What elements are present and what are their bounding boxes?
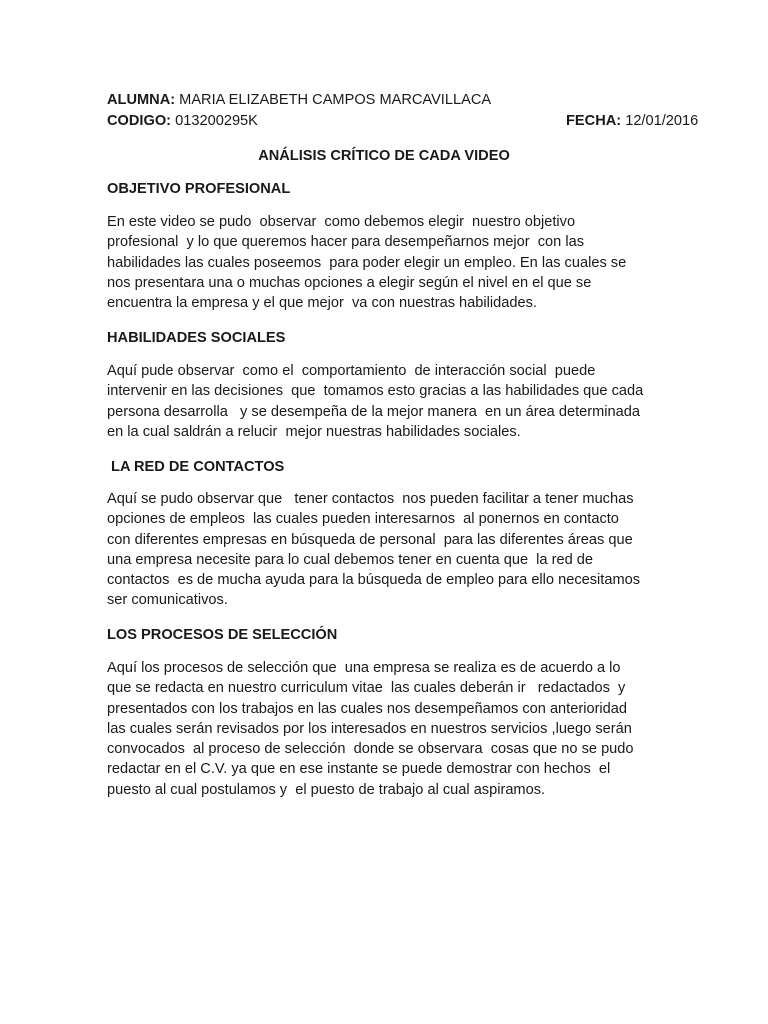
paragraph-line: contactos es de mucha ayuda para la búsqueda de empleo para ello necesitamos	[107, 572, 641, 588]
document-title: ANÁLISIS CRÍTICO DE CADA VIDEO	[258, 148, 510, 164]
paragraph-line: opciones de empleos las cuales pueden interesarnos al ponernos en contacto	[107, 511, 619, 528]
paragraph-line: convocados al proceso de selección donde se observara cosas que no se pudo	[107, 741, 634, 757]
paragraph-line: nos presentara una o muchas opciones a elegir según el nivel en el que se	[107, 274, 592, 291]
paragraph-line: que se redacta en nuestro curriculum vitae las cuales deberán ir redactados y	[107, 680, 626, 697]
paragraph-line: Aquí pude observar como el comportamiento de interacción social puede	[107, 363, 596, 379]
paragraph-line: persona desarrolla y se desempeña de la mejor manera en un área determinada	[107, 403, 640, 420]
section-heading-objetivo: OBJETIVO PROFESIONAL	[107, 181, 291, 197]
paragraph-line: profesional y lo que queremos hacer para desempeñarnos mejor con las	[107, 234, 584, 251]
section-paragraph-procesos	[107, 658, 634, 800]
codigo-value: 013200295K	[175, 113, 258, 129]
paragraph-line: redactar en el C.V. ya que en ese instante se puede demostrar con hechos el	[107, 761, 611, 778]
paragraph-line: habilidades las cuales poseemos para poder elegir un empleo. En las cuales se	[107, 254, 627, 271]
codigo-fecha-line	[107, 111, 699, 131]
paragraph-line: con diferentes empresas en búsqueda de personal para las diferentes áreas que	[107, 531, 633, 548]
alumna-value: MARIA ELIZABETH CAMPOS MARCAVILLACA	[179, 92, 492, 108]
paragraph-line: Aquí los procesos de selección que una empresa se realiza es de acuerdo a lo	[107, 660, 621, 676]
paragraph-line: En este video se pudo observar como debemos elegir nuestro objetivo	[107, 214, 576, 230]
section-paragraph-objetivo	[107, 212, 626, 313]
paragraph-line: una empresa necesite para lo cual debemos tener en cuenta que la red de	[107, 551, 593, 568]
paragraph-line: las cuales serán revisados por los interesados en nuestros servicios ,luego serán	[107, 720, 632, 737]
alumna-label: ALUMNA:	[107, 92, 176, 108]
paragraph-line: ser comunicativos.	[107, 592, 228, 609]
paragraph-line: intervenir en las decisiones que tomamos esto gracias a las habilidades que cada	[107, 383, 644, 400]
section-heading-habilidades: HABILIDADES SOCIALES	[107, 330, 286, 346]
paragraph-line: encuentra la empresa y el que mejor va con nuestras habilidades.	[107, 295, 537, 311]
fecha-label: FECHA:	[566, 113, 622, 129]
paragraph-line: puesto al cual postulamos y el puesto de trabajo al cual aspiramos.	[107, 781, 546, 798]
alumna-line	[107, 90, 491, 110]
section-heading-red-contactos: LA RED DE CONTACTOS	[107, 459, 285, 475]
fecha-value: 12/01/2016	[625, 113, 699, 129]
fecha-group	[566, 111, 698, 131]
codigo-label: CODIGO:	[107, 113, 172, 129]
section-paragraph-red-contactos	[107, 489, 640, 611]
paragraph-line: en la cual saldrán a relucir mejor nuestras habilidades sociales.	[107, 423, 521, 440]
paragraph-line: Aquí se pudo observar que tener contactos nos pueden facilitar a tener muchas	[107, 491, 634, 507]
section-paragraph-habilidades	[107, 361, 643, 442]
section-heading-procesos: LOS PROCESOS DE SELECCIÓN	[107, 627, 338, 643]
paragraph-line: presentados con los trabajos en las cuales nos desempeñamos con anterioridad	[107, 700, 628, 717]
